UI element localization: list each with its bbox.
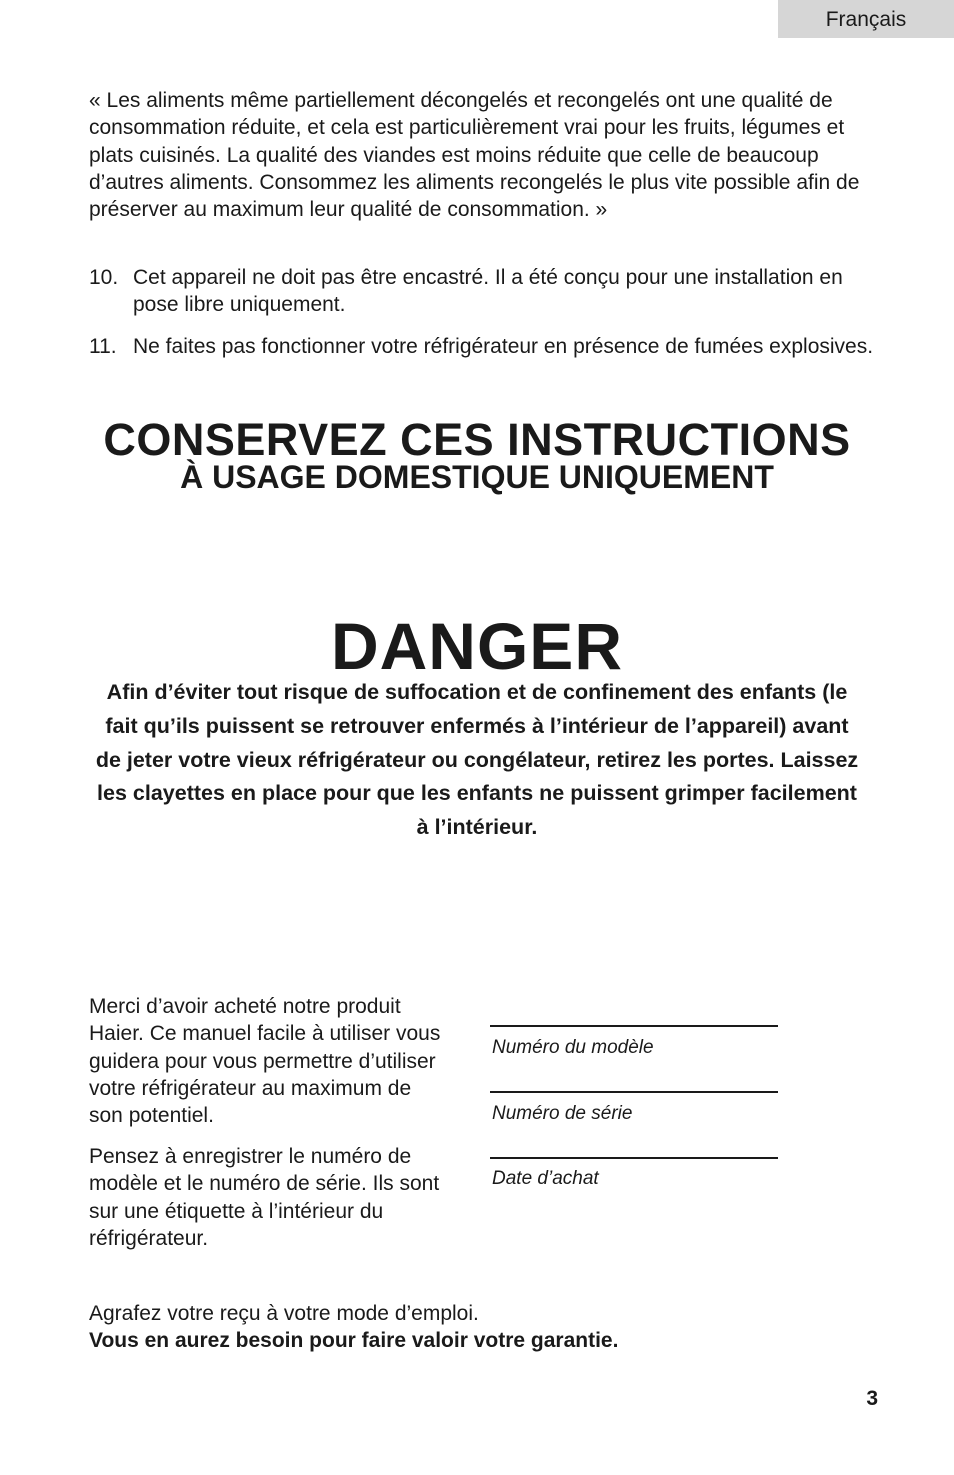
model-number-line [490,1025,778,1027]
household-use-heading: À USAGE DOMESTIQUE UNIQUEMENT [180,459,774,495]
warranty-note: Vous en aurez besoin pour faire valoir votre garantie. [89,1329,619,1352]
list-item-text: Cet appareil ne doit pas être encastré. Il a été conçu pour une installation en pose libre uniquement. [133,266,843,317]
staple-receipt-note: Agrafez votre reçu à votre mode d’emploi. [89,1302,479,1325]
list-item-text: Ne faites pas fonctionner votre réfrigérateur en présence de fumées explosives. [133,335,874,358]
purchase-date-label: Date d’achat [492,1168,599,1189]
model-number-label: Numéro du modèle [492,1037,654,1058]
save-instructions-heading: CONSERVEZ CES INSTRUCTIONS [103,414,851,465]
page-number: 3 [866,1387,878,1410]
danger-title: DANGER [330,609,623,683]
thanks-paragraph: Merci d’avoir acheté notre produit Haier. Ce manuel facile à utiliser vous guidera pour vous permettre d’utiliser votre réfrigérateur au maximum de son potentiel. [89,995,441,1128]
purchase-date-line [490,1157,778,1159]
register-reminder-paragraph: Pensez à enregistrer le numéro de modèle et le numéro de série. Ils sont sur une étiquette à l’intérieur du réfrigérateur. [89,1145,440,1250]
list-item-number: 11. [89,335,117,358]
intro-quote: « Les aliments même partiellement décongelés et recongelés ont une qualité de consommation réduite, et cela est particulièrement vrai pour les fruits, légumes et plats cuisinés. La qualité des viandes est moins réduite que celle de beaucoup d’autres aliments. Consommez les aliments recongelés le plus vite possible afin de préserver au maximum leur qualité de consommation. » [89,89,860,222]
language-tab: Français [778,0,954,38]
list-item [89,333,879,360]
danger-warning-text: Afin d’éviter tout risque de suffocation et de confinement des enfants (le fait qu’ils puissent se retrouver enfermés à l’intérieur de l’appareil) avant de jeter votre vieux réfrigérateur ou congélateur, retirez les portes. Laissez les clayettes en place pour que les enfants ne puissent grimper facilement à l’intérieur. [95,680,859,840]
list-item-number: 10. [89,266,119,289]
list-item [89,264,879,319]
serial-number-line [490,1091,778,1093]
serial-number-label: Numéro de série [492,1103,633,1124]
